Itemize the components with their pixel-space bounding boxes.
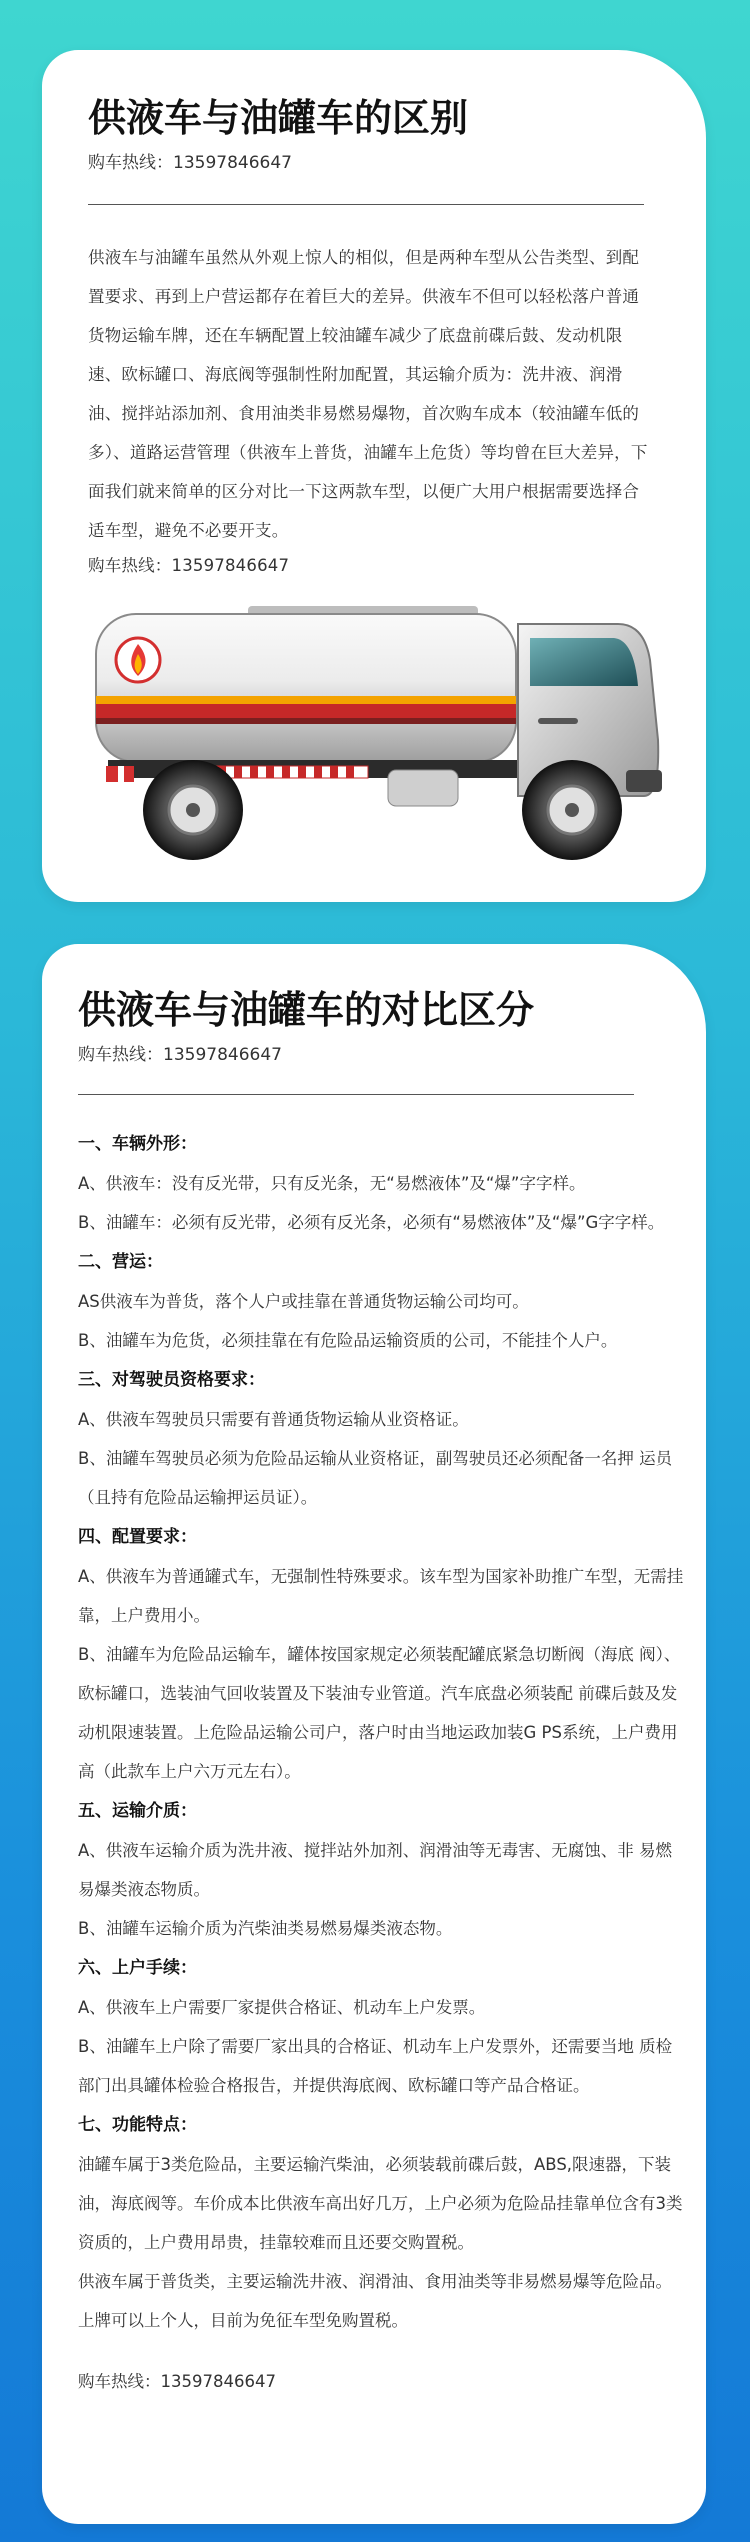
section-line: A、供液车驾驶员只需要有普通货物运输从业资格证。	[78, 1410, 469, 1429]
hotline: 购车热线：13597846647	[88, 556, 290, 575]
page-title: 供液车与油罐车的区别	[88, 96, 469, 140]
section-line: A、供液车上户需要厂家提供合格证、机动车上户发票。	[78, 1998, 486, 2017]
section-heading: 二、营运：	[78, 1252, 163, 1272]
section-line: B、油罐车为危货，必须挂靠在有危险品运输资质的公司，不能挂个人户。	[78, 1331, 618, 1350]
section-heading: 七、功能特点：	[78, 2115, 197, 2135]
section-line: A、供液车：没有反光带，只有反光条，无“易燃液体”及“爆”字字样。	[78, 1174, 586, 1193]
section-heading: 六、上户手续：	[78, 1958, 197, 1978]
section-line: 供液车属于普货类，主要运输洗井液、润滑油、食用油类等非易燃易爆等危险品。上牌可以上个人，目前为免征车型免购置税。	[78, 2272, 672, 2330]
comparison-card	[42, 944, 706, 2524]
divider	[88, 204, 644, 205]
section-line: 油罐车属于3类危险品，主要运输汽柴油，必须装载前碟后鼓，ABS,限速器，下装油，海底阀等。车价成本比供液车高出好几万，上户必须为危险品挂靠单位含有3类资质的，上户费用昂贵，挂靠较难而且还要交购置税。	[78, 2155, 683, 2252]
section-line: B、油罐车驾驶员必须为危险品运输从业资格证，副驾驶员还必须配备一名押 运员（且持有危险品运输押运员证）。	[78, 1449, 673, 1507]
section-line: B、油罐车：必须有反光带，必须有反光条，必须有“易燃液体”及“爆”G字字样。	[78, 1213, 665, 1232]
section-line: B、油罐车运输介质为汽柴油类易燃易爆类液态物。	[78, 1919, 453, 1938]
section-heading: 四、配置要求：	[78, 1527, 197, 1547]
wheel-icon	[522, 760, 622, 860]
intro-card	[42, 50, 706, 902]
hotline: 购车热线：13597846647	[88, 152, 292, 173]
section-line: A、供液车为普通罐式车，无强制性特殊要求。该车型为国家补助推广车型，无需挂靠，上户费用小。	[78, 1567, 684, 1625]
hotline: 购车热线：13597846647	[78, 1044, 282, 1065]
section-heading: 五、运输介质：	[78, 1801, 197, 1821]
divider	[78, 1094, 634, 1095]
section-line: B、油罐车上户除了需要厂家出具的合格证、机动车上户发票外，还需要当地 质检部门出具罐体检验合格报告，并提供海底阀、欧标罐口等产品合格证。	[78, 2037, 673, 2095]
section-heading: 一、车辆外形：	[78, 1134, 197, 1154]
tanker-truck-illustration	[78, 600, 680, 870]
section-line: A、供液车运输介质为洗井液、搅拌站外加剂、润滑油等无毒害、无腐蚀、非 易燃易爆类液态物质。	[78, 1841, 673, 1899]
hotline: 购车热线：13597846647	[78, 2372, 276, 2391]
section-title: 供液车与油罐车的对比区分	[78, 988, 535, 1032]
section-heading: 三、对驾驶员资格要求：	[78, 1370, 265, 1390]
wheel-icon	[143, 760, 243, 860]
section-line: AS供液车为普货，落个人户或挂靠在普通货物运输公司均可。	[78, 1292, 529, 1311]
intro-paragraph: 供液车与油罐车虽然从外观上惊人的相似，但是两种车型从公告类型、到配置要求、再到上户营运都存在着巨大的差异。供液车不但可以轻松落户普通货物运输车牌，还在车辆配置上较油罐车减少了底盘前碟后鼓、发动机限速、欧标罐口、海底阀等强制性附加配置，其运输介质为：洗井液、润滑油、搅拌站添加剂、食用油类非易燃易爆物，首次购车成本（较油罐车低的多）、道路运营管理（供液车上普货，油罐车上危货）等均曾在巨大差异，下面我们就来简单的区分对比一下这两款车型，以便广大用户根据需要选择合适车型，避免不必要开支。	[88, 248, 648, 540]
comparison-sections	[78, 1124, 684, 2340]
section-line: B、油罐车为危险品运输车，罐体按国家规定必须装配罐底紧急切断阀（海底 阀）、欧标罐口，选装油气回收装置及下装油专业管道。汽车底盘必须装配 前碟后鼓及发动机限速装置。上危险品运输公司户，落户时由当地运政加装G PS系统，上户费用高（此款车上户六万元左右）。	[78, 1645, 681, 1781]
